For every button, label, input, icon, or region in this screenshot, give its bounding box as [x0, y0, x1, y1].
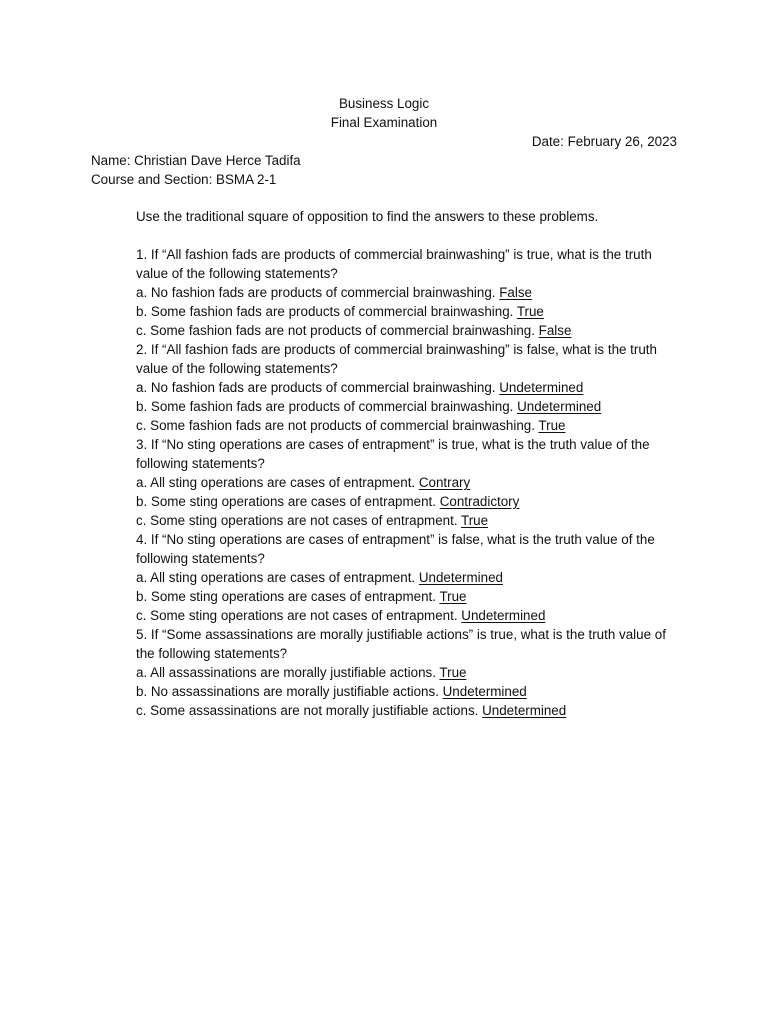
- option-b: [136, 682, 684, 701]
- question-2: [136, 340, 684, 435]
- option-text: a. No fashion fads are products of commercial brainwashing.: [136, 285, 500, 300]
- question-text: 4. If “No sting operations are cases of entrapment” is false, what is the truth value of the following statements?: [136, 532, 655, 566]
- answer: True: [538, 418, 566, 433]
- answer: True: [461, 513, 489, 528]
- question-4: [136, 530, 684, 625]
- option-c: [136, 511, 684, 530]
- option-text: a. All sting operations are cases of entrapment.: [136, 475, 419, 490]
- exam-body: [136, 207, 684, 720]
- option-c: [136, 606, 684, 625]
- instruction-text: Use the traditional square of opposition to find the answers to these problems.: [136, 209, 599, 224]
- option-text: b. Some sting operations are cases of entrapment.: [136, 494, 440, 509]
- question-text: 5. If “Some assassinations are morally justifiable actions” is true, what is the truth value of the following statements?: [136, 627, 666, 661]
- option-text: b. No assassinations are morally justifiable actions.: [136, 684, 443, 699]
- option-text: c. Some fashion fads are not products of commercial brainwashing.: [136, 323, 539, 338]
- answer: Undetermined: [418, 570, 503, 585]
- option-text: c. Some sting operations are not cases of entrapment.: [136, 608, 462, 623]
- student-name: Name: Christian Dave Herce Tadifa: [91, 153, 301, 168]
- option-text: b. Some fashion fads are products of commercial brainwashing.: [136, 399, 518, 414]
- option-c: [136, 416, 684, 435]
- option-text: c. Some sting operations are not cases of entrapment.: [136, 513, 462, 528]
- course-section: Course and Section: BSMA 2-1: [91, 172, 277, 187]
- question-5: [136, 625, 684, 720]
- question-3: [136, 435, 684, 530]
- course-title: Business Logic: [338, 96, 430, 111]
- option-text: a. All assassinations are morally justifiable actions.: [136, 665, 440, 680]
- option-text: c. Some fashion fads are not products of commercial brainwashing.: [136, 418, 539, 433]
- option-text: c. Some assassinations are not morally justifiable actions.: [136, 703, 483, 718]
- option-text: b. Some sting operations are cases of entrapment.: [136, 589, 440, 604]
- answer: Undetermined: [482, 703, 567, 718]
- question-text: 2. If “All fashion fads are products of commercial brainwashing” is false, what is the truth value of the following statements?: [136, 342, 657, 376]
- option-text: a. No fashion fads are products of commercial brainwashing.: [136, 380, 500, 395]
- option-c: [136, 701, 684, 720]
- option-b: [136, 302, 684, 321]
- question-text: 3. If “No sting operations are cases of entrapment” is true, what is the truth value of the following statements?: [136, 437, 650, 471]
- answer: Undetermined: [442, 684, 527, 699]
- answer: Undetermined: [461, 608, 546, 623]
- option-b: [136, 492, 684, 511]
- answer: True: [439, 665, 467, 680]
- answer: Undetermined: [517, 399, 602, 414]
- question-text: 1. If “All fashion fads are products of commercial brainwashing” is true, what is the truth value of the following statements?: [136, 247, 652, 281]
- option-a: [136, 378, 684, 397]
- answer: Undetermined: [499, 380, 584, 395]
- option-b: [136, 397, 684, 416]
- option-a: [136, 663, 684, 682]
- option-a: [136, 568, 684, 587]
- option-text: b. Some fashion fads are products of commercial brainwashing.: [136, 304, 517, 319]
- exam-title: Final Examination: [330, 115, 438, 130]
- exam-date: Date: February 26, 2023: [531, 134, 677, 149]
- answer: True: [439, 589, 467, 604]
- option-text: a. All sting operations are cases of entrapment.: [136, 570, 419, 585]
- answer: False: [538, 323, 572, 338]
- option-b: [136, 587, 684, 606]
- answer: Contradictory: [439, 494, 520, 509]
- question-1: [136, 245, 684, 340]
- option-a: [136, 473, 684, 492]
- option-a: [136, 283, 684, 302]
- answer: Contrary: [418, 475, 471, 490]
- option-c: [136, 321, 684, 340]
- answer: True: [516, 304, 544, 319]
- answer: False: [499, 285, 532, 300]
